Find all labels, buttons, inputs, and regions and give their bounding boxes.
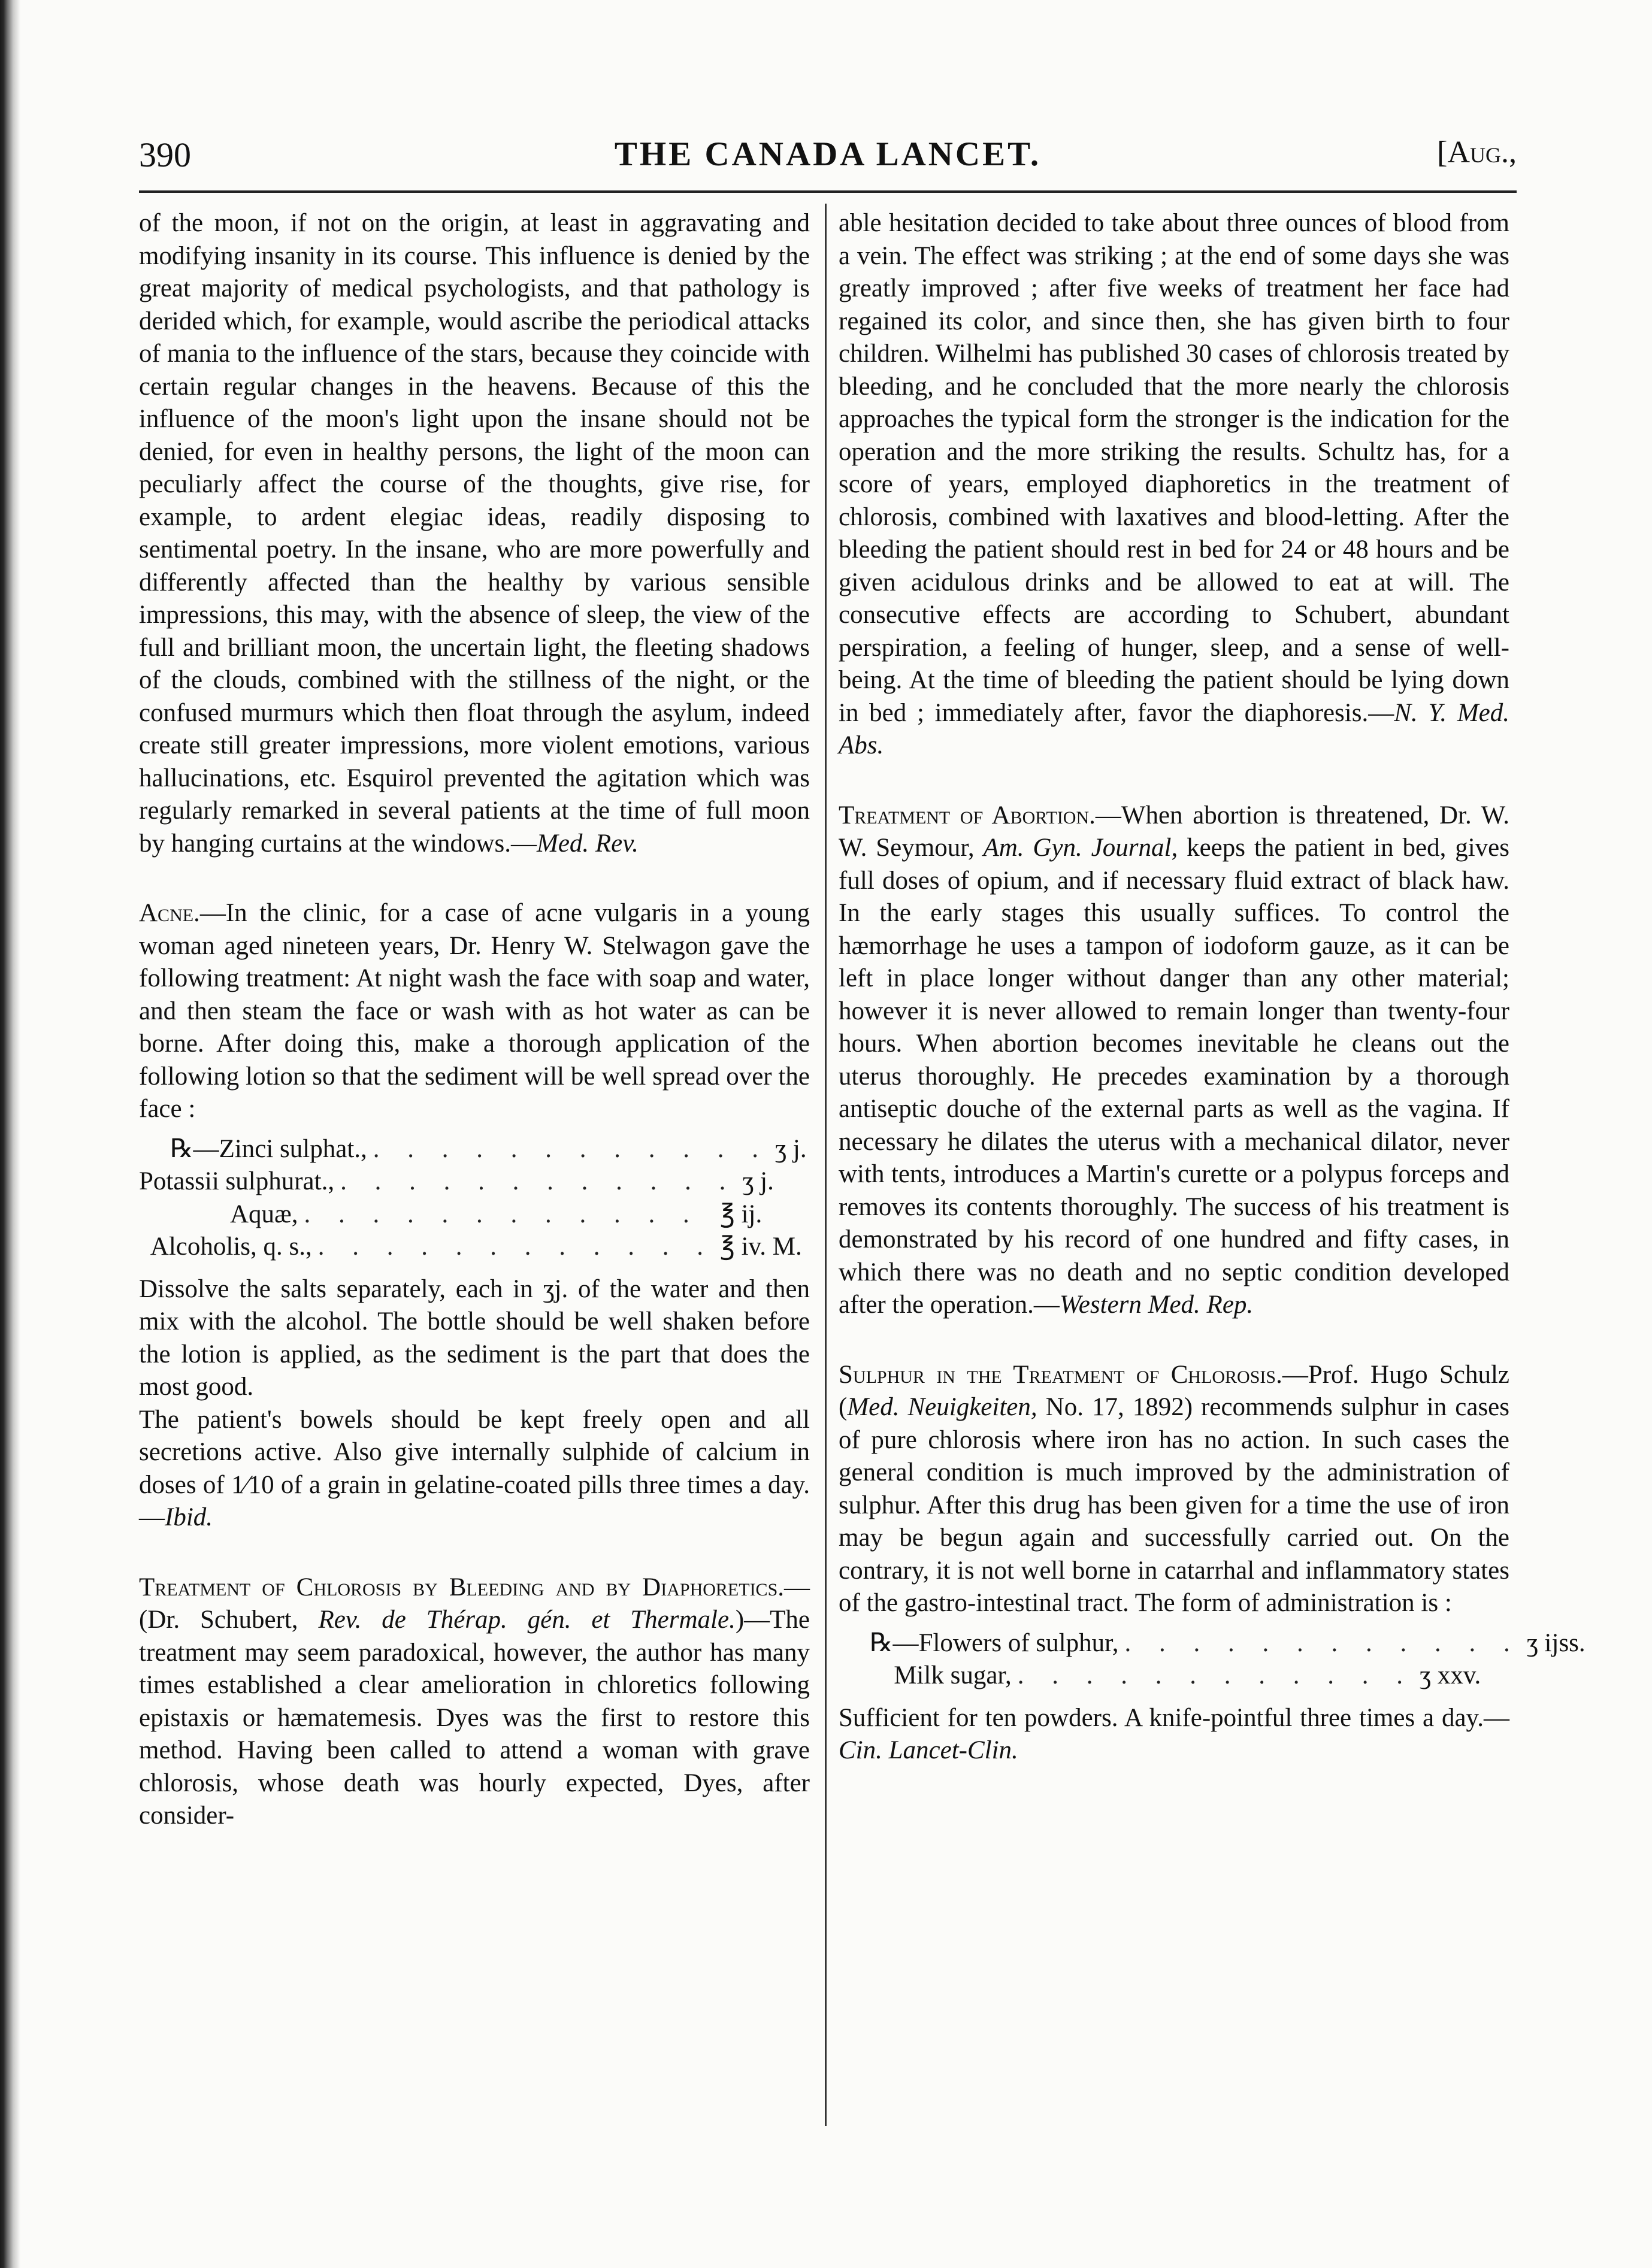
sulphur-prescription [839, 1627, 1586, 1692]
prescription-line [139, 1198, 810, 1231]
source-citation: N. Y. Med. Abs. [839, 698, 1509, 759]
prescription-line [139, 1231, 810, 1264]
prescription-line [139, 1133, 810, 1166]
drug-quantity: ʒ j. [742, 1167, 774, 1195]
source-citation: Western Med. Rep. [1059, 1291, 1254, 1319]
page-header [139, 135, 1517, 183]
source-citation: Ibid. [165, 1503, 213, 1531]
scan-binding-edge [0, 0, 20, 2268]
leader-dots: . . . . . . . . . . . . [340, 1167, 737, 1195]
dissolve-paragraph: Dissolve the salts separately, each in ʒj. of the water and then mix with the alcohol. The bottle should be well shaken before the lotion is applied, as the sediment is the part that does the most good. [139, 1274, 810, 1401]
paragraph-text: —(Dr. Schubert, [139, 1573, 810, 1634]
chlorosis-continued-paragraph [839, 207, 1509, 762]
source-citation: Med. Rev. [537, 829, 639, 858]
paragraph-text: —In the clinic, for a case of acne vulgaris in a young woman aged nineteen years, Dr. Henry W. Stelwagon gave the following treatment: At night wash the face with soap and water, and then steam the face or wash with as hot water as can be borne. After doing this, make a thorough application of the following lotion so that the sediment will be well spread over the face : [139, 899, 810, 1123]
article-heading: Treatment of Abortion. [839, 801, 1096, 829]
paragraph-text: keeps the patient in bed, gives full doses of opium, and if necessary fluid extract of black haw. In the early stages this usually suffices. To control the hæmorrhage he uses a tampon of iodoform gauze, as it can be left in place longer without danger than any other material; however it is never allowed to remain longer than twenty-four hours. When abortion becomes inevitable he cleans out the uterus thoroughly. He precedes examination by a thorough antiseptic douche of the external parts as well as the vagina. If necessary he dilates the uterus with a mechanical dilator, never with tents, introduces a Martin's curette or a polypus forceps and removes its contents thoroughly. The success of his treatment is demonstrated by his record of one hundred and fifty cases, in which there was no death and no septic condition developed after the operation.— [839, 834, 1509, 1319]
leader-dots: . . . . . . . . . . . . [304, 1200, 700, 1228]
header-rule [139, 190, 1517, 193]
journal-reference: Med. Neuigkeiten, [847, 1393, 1037, 1421]
left-column [139, 207, 810, 1833]
drug-quantity: ʒ j. [775, 1134, 807, 1163]
drug-quantity: ℥ ij. [720, 1200, 763, 1228]
drug-quantity: ʒ ijss. [1526, 1628, 1586, 1657]
acne-prescription [139, 1133, 810, 1264]
article-heading: Treatment of Chlorosis by Bleeding and by Diaphoretics. [139, 1573, 784, 1601]
leader-dots: . . . . . . . . . . . . [1124, 1628, 1521, 1657]
paragraph-text: —When abortion is threatened, Dr. W. W. Seymour, [839, 801, 1509, 862]
journal-reference: Am. Gyn. Journal, [983, 834, 1178, 862]
paragraph-text: The patient's bowels should be kept freely open and all secretions active. Also give internally sulphide of calcium in doses of [139, 1405, 810, 1499]
paragraph-text: —Prof. Hugo Schulz ( [839, 1360, 1510, 1421]
page-number: 390 [139, 135, 191, 174]
drug-name: Flowers of sulphur, [918, 1628, 1119, 1657]
paragraph-text: of the moon, if not on the origin, at least in aggravating and modifying insanity in its course. This influence is denied by the great majority of medical psychologists, and that pathology is derided which, for example, would ascribe the periodical attacks of mania to the influence of the stars, because they coincide with certain regular changes in the heavens. Because of this the influence of the moon's light upon the insane should not be denied, for even in healthy persons, the light of the moon can peculiarly affect the course of the thoughts, give rise, for example, to ardent elegiac ideas, readily disposing to sentimental poetry. In the insane, who are more powerfully and differently affected than the healthy by various sensible impressions, this may, with the absence of sleep, the view of the full and brilliant moon, the uncertain light, the fleeting shadows of the clouds, combined with the stillness of the night, or the confused murmurs which then float through the asylum, indeed create still greater impressions, more violent emotions, various hallucinations, etc. Esquirol prevented the agitation which was regularly remarked in several patients at the time of full moon by hanging curtains at the windows.— [139, 209, 810, 858]
journal-title: THE CANADA LANCET. [614, 135, 1042, 173]
acne-article [139, 897, 810, 1126]
sulphur-article [839, 1359, 1509, 1620]
rx-symbol: ℞— [170, 1134, 219, 1163]
paragraph-text: of a grain in gelatine-coated pills three times a day.— [139, 1470, 810, 1531]
article-heading: Sulphur in the Treatment of Chlorosis. [839, 1360, 1282, 1389]
source-citation: Cin. Lancet-Clin. [839, 1736, 1018, 1764]
drug-name: Potassii sulphurat., [139, 1167, 335, 1195]
right-column [839, 207, 1586, 1767]
moon-insanity-paragraph [139, 207, 810, 860]
journal-reference: Rev. de Thérap. gén. et Thermale. [318, 1606, 736, 1634]
closing-paragraph [839, 1702, 1509, 1767]
issue-month: [Aug., [1437, 135, 1517, 169]
prescription-line [139, 1165, 810, 1198]
leader-dots: . . . . . . . . . . . . [1017, 1661, 1414, 1689]
drug-name: Milk sugar, [894, 1661, 1012, 1689]
prescription-line [839, 1660, 1509, 1692]
abortion-article [839, 800, 1509, 1322]
drug-name: Zinci sulphat., [219, 1134, 367, 1163]
prescription-line [839, 1627, 1586, 1660]
chlorosis-bleeding-article [139, 1571, 810, 1833]
rx-symbol: ℞— [870, 1628, 919, 1657]
article-heading: Acne. [139, 899, 200, 927]
paragraph-text: )—The treatment may seem paradoxical, however, the author has many times established a clear amelioration in chloretics following epistaxis or hæmatemesis. Dyes was the first to restore this method. Having been called to attend a woman with grave chlorosis, whose death was hourly expected, Dyes, after consider- [139, 1606, 810, 1830]
paragraph-text: Sufficient for ten powders. A knife-pointful three times a day.— [839, 1703, 1509, 1732]
leader-dots: . . . . . . . . . . . . [373, 1134, 770, 1163]
drug-name: Aquæ, [230, 1200, 298, 1228]
drug-quantity: ℥ iv. M. [720, 1233, 802, 1261]
leader-dots: . . . . . . . . . . . . [317, 1233, 714, 1261]
paragraph-text: No. 17, 1892) recommends sulphur in cases of pure chlorosis where iron has no action. In such cases the general condition is much improved by the administration of sulphur. After this drug has been given for a time the use of iron may be begun again and successfully carried out. On the contrary, it is not well borne in catarrhal and inflammatory states of the gastro-intestinal tract. The form of administration is : [839, 1393, 1509, 1617]
dose-fraction: 1⁄10 [231, 1470, 274, 1499]
paragraph-text: able hesitation decided to take about three ounces of blood from a vein. The effect was striking ; at the end of some days she was greatly improved ; after five weeks of treatment her face had regained its color, and since then, she has given birth to four children. Wilhelmi has published 30 cases of chlorosis treated by bleeding, and he concluded that the more nearly the chlorosis approaches the typical form the stronger is the indication for the operation and the more striking the results. Schultz has, for a score of years, employed diaphoretics in the treatment of chlorosis, combined with laxatives and blood-letting. After the bleeding the patient should rest in bed for 24 or 48 hours and be given acidulous drinks and be allowed to eat at will. The consecutive effects are according to Schubert, abundant perspiration, a feeling of hunger, sleep, and a sense of well-being. At the time of bleeding the patient should be lying down in bed ; immediately after, favor the diaphoresis.— [839, 209, 1509, 727]
bowels-paragraph [139, 1404, 810, 1534]
drug-quantity: ʒ xxv. [1420, 1661, 1481, 1689]
drug-name: Alcoholis, q. s., [150, 1233, 312, 1261]
